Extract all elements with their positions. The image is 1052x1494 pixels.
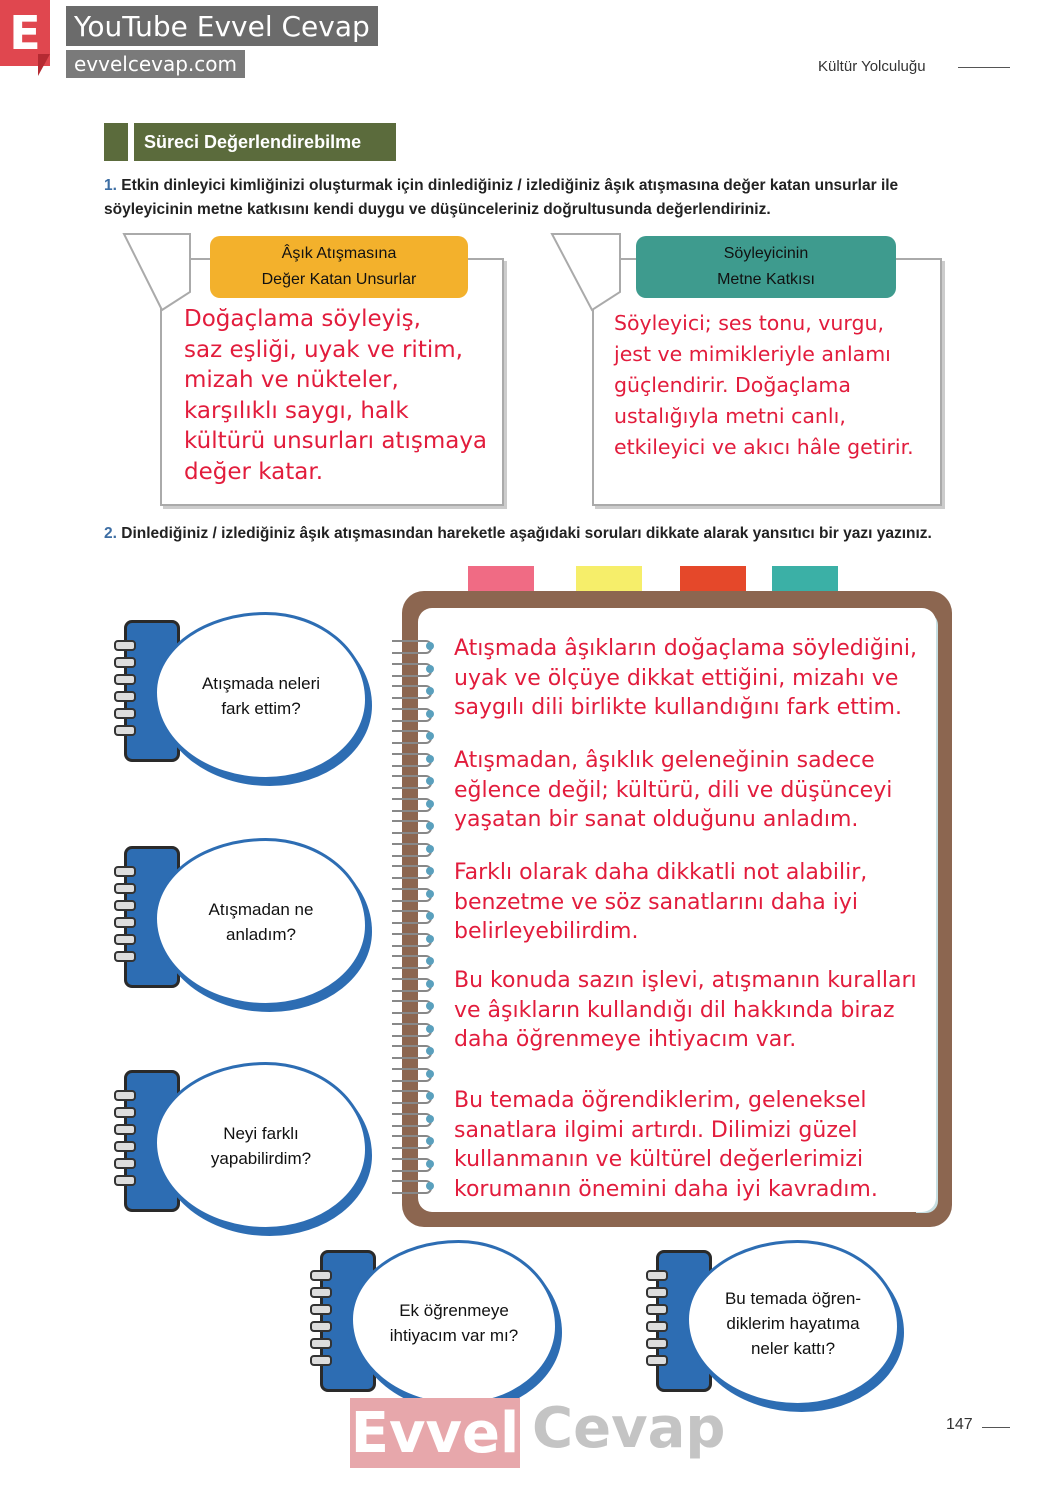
- answer-line: kullanmanın ve kültürel değerlerimizi: [454, 1147, 864, 1172]
- card-contribution-header: [636, 236, 896, 298]
- spiral-hole: [426, 1160, 434, 1168]
- cloud-question-understood: [154, 838, 368, 1006]
- answer-line: uyak ve ölçüye dikkat ettiğini, mizahı ve: [454, 665, 899, 691]
- spiral-hole: [426, 732, 434, 740]
- question-1: [104, 174, 964, 222]
- answer-understood: [454, 746, 924, 835]
- card-values-line: kültürü unsurları atışmaya: [184, 428, 488, 454]
- notepad-ring: [646, 1338, 668, 1349]
- answer-line: Atışmadan, âşıklık geleneğinin sadece: [454, 748, 875, 773]
- notepad-ring: [646, 1304, 668, 1315]
- card-values-line: mizah ve nükteler,: [184, 367, 399, 393]
- answer-line: korumanın önemini daha iyi kavradım.: [454, 1176, 878, 1202]
- answer-line: yaşatan bir sanat olduğunu anladım.: [454, 807, 859, 832]
- answer-line: eğlence değil; kültürü, dili ve düşünceyi: [454, 777, 893, 803]
- spiral-hole: [426, 935, 434, 943]
- question-2: [104, 522, 964, 546]
- card-values-line: Doğaçlama söyleyiş,: [184, 306, 421, 332]
- page-number: 147: [946, 1416, 973, 1433]
- card-values-header-line1: Âşık Atışmasına: [281, 245, 397, 262]
- page-number-rule: [982, 1427, 1010, 1428]
- spiral-hole: [426, 1092, 434, 1100]
- answer-line: Farklı olarak daha dikkatli not alabilir,: [454, 860, 868, 885]
- running-head-rule: [958, 67, 1010, 68]
- notepad-ring: [114, 674, 136, 685]
- answer-line: saygılı dili birlikte kullandığını fark ettim.: [454, 695, 902, 720]
- spiral-hole: [426, 800, 434, 808]
- notepad-ring: [114, 934, 136, 945]
- spiral-hole: [426, 1137, 434, 1145]
- card-contribution-line: etkileyici ve akıcı hâle getirir.: [614, 435, 914, 459]
- notepad-ring: [114, 866, 136, 877]
- answer-line: ve âşıkların kullandığı dil hakkında biraz: [454, 997, 895, 1023]
- spiral-hole: [426, 777, 434, 785]
- card-values-header: [210, 236, 468, 298]
- notepad-ring: [114, 725, 136, 736]
- notepad-ring: [114, 1141, 136, 1152]
- section-title-marker: [104, 123, 128, 161]
- footer-logo-evvel: Evvel: [350, 1398, 520, 1468]
- brand-logo-letter: E: [0, 0, 50, 66]
- notepad-ring: [646, 1355, 668, 1366]
- cloud-question-differently: [154, 1062, 368, 1230]
- answer-line: daha öğrenmeye ihtiyacım var.: [454, 1027, 797, 1052]
- notepad-ring: [114, 883, 136, 894]
- card-contribution-header-line2: Metne Katkısı: [717, 271, 815, 288]
- notepad-ring: [310, 1287, 332, 1298]
- cloud-question-noticed: [154, 612, 368, 780]
- running-head: Kültür Yolculuğu: [818, 58, 926, 75]
- spiral-hole: [426, 642, 434, 650]
- notepad-ring: [114, 900, 136, 911]
- notepad-ring: [114, 917, 136, 928]
- notepad-ring: [114, 691, 136, 702]
- card-contribution-pointer: [550, 232, 622, 312]
- card-values-answer: [184, 304, 502, 487]
- answer-theme-gains: [454, 1086, 924, 1204]
- notepad-ring: [310, 1321, 332, 1332]
- spiral-hole: [426, 710, 434, 718]
- notepad-ring: [114, 708, 136, 719]
- spiral-hole: [426, 867, 434, 875]
- cloud-question-need-more: [350, 1240, 558, 1406]
- card-values-line: karşılıklı saygı, halk: [184, 397, 409, 424]
- notepad-ring: [310, 1355, 332, 1366]
- answer-line: benzetme ve söz sanatlarını daha iyi: [454, 889, 859, 915]
- notepad-ring: [114, 1107, 136, 1118]
- card-values-line: değer katar.: [184, 458, 324, 485]
- card-values-pointer: [122, 232, 192, 312]
- notepad-ring: [310, 1270, 332, 1281]
- card-contribution-line: jest ve mimikleriyle anlamı: [614, 342, 891, 366]
- notepad-ring: [646, 1270, 668, 1281]
- spiral-hole: [426, 957, 434, 965]
- card-values-line: saz eşliği, uyak ve ritim,: [184, 336, 463, 363]
- answer-do-differently: [454, 858, 924, 947]
- spiral-hole: [426, 912, 434, 920]
- spiral-hole: [426, 1070, 434, 1078]
- answer-need-more: [454, 966, 924, 1055]
- answer-line: sanatlara ilgimi artırdı. Dilimizi güzel: [454, 1117, 858, 1143]
- question-2-text: Dinlediğiniz / izlediğiniz âşık atışmasından hareketle aşağıdaki soruları dikkate alarak yansıtıcı bir yazı yazınız.: [121, 525, 932, 542]
- notepad-ring: [310, 1304, 332, 1315]
- answer-line: Bu konuda sazın işlevi, atışmanın kuralları: [454, 968, 917, 993]
- cloud-question-theme-gains-text: Bu temada öğren-diklerim hayatıma neler kattı?: [724, 1288, 862, 1358]
- notepad-ring: [646, 1321, 668, 1332]
- answer-noticed: [454, 634, 924, 723]
- notepad-ring: [114, 640, 136, 651]
- spiral-hole: [426, 1002, 434, 1010]
- notepad-ring: [646, 1287, 668, 1298]
- spiral-hole: [426, 1182, 434, 1190]
- brand-url[interactable]: evvelcevap.com: [66, 50, 245, 78]
- cloud-question-theme-gains: [686, 1240, 900, 1406]
- question-1-text: Etkin dinleyici kimliğinizi oluşturmak için dinlediğiniz / izlediğiniz âşık atışmasına değer katan unsurlar ile söyleyicinin metne katkısını kendi duygu ve düşünceleriniz doğrultusunda değerlendiriniz.: [104, 177, 899, 218]
- spiral-hole: [426, 980, 434, 988]
- footer-logo-cevap: Cevap: [532, 1396, 726, 1461]
- notepad-ring: [310, 1338, 332, 1349]
- spiral-hole: [426, 890, 434, 898]
- card-contribution-answer: [614, 308, 936, 463]
- spiral-hole: [426, 1115, 434, 1123]
- notepad-ring: [114, 1124, 136, 1135]
- spiral-hole: [426, 1025, 434, 1033]
- cloud-question-understood-text: Atışmadan ne anladım?: [208, 900, 314, 944]
- answer-line: belirleyebilirdim.: [454, 919, 639, 944]
- card-contribution-line: ustalığıyla metni canlı,: [614, 404, 846, 428]
- answer-line: Bu temada öğrendiklerim, geleneksel: [454, 1088, 867, 1113]
- card-contribution-header-line1: Söyleyicinin: [723, 245, 809, 262]
- cloud-question-differently-text: Neyi farklı yapabilirdim?: [210, 1124, 312, 1168]
- spiral-hole: [426, 665, 434, 673]
- notepad-ring: [114, 1090, 136, 1101]
- notepad-ring: [114, 657, 136, 668]
- brand-title: YouTube Evvel Cevap: [66, 6, 378, 46]
- spiral-hole: [426, 1047, 434, 1055]
- spiral-hole: [426, 822, 434, 830]
- notepad-ring: [114, 951, 136, 962]
- cloud-question-need-more-text: Ek öğrenmeye ihtiyacım var mı?: [389, 1301, 519, 1345]
- cloud-question-noticed-text: Atışmada neleri fark ettim?: [201, 674, 321, 718]
- answer-line: Atışmada âşıkların doğaçlama söylediğini,: [454, 636, 917, 661]
- spiral-hole: [426, 755, 434, 763]
- notepad-ring: [114, 1175, 136, 1186]
- card-contribution-line: güçlendirir. Doğaçlama: [614, 373, 851, 397]
- card-contribution-line: Söyleyici; ses tonu, vurgu,: [614, 311, 885, 335]
- card-values-header-line2: Değer Katan Unsurlar: [261, 271, 417, 288]
- section-title: Süreci Değerlendirebilme: [134, 123, 396, 161]
- spiral-hole: [426, 845, 434, 853]
- spiral-hole: [426, 687, 434, 695]
- notepad-ring: [114, 1158, 136, 1169]
- question-1-number: 1.: [104, 177, 117, 194]
- question-2-number: 2.: [104, 525, 117, 542]
